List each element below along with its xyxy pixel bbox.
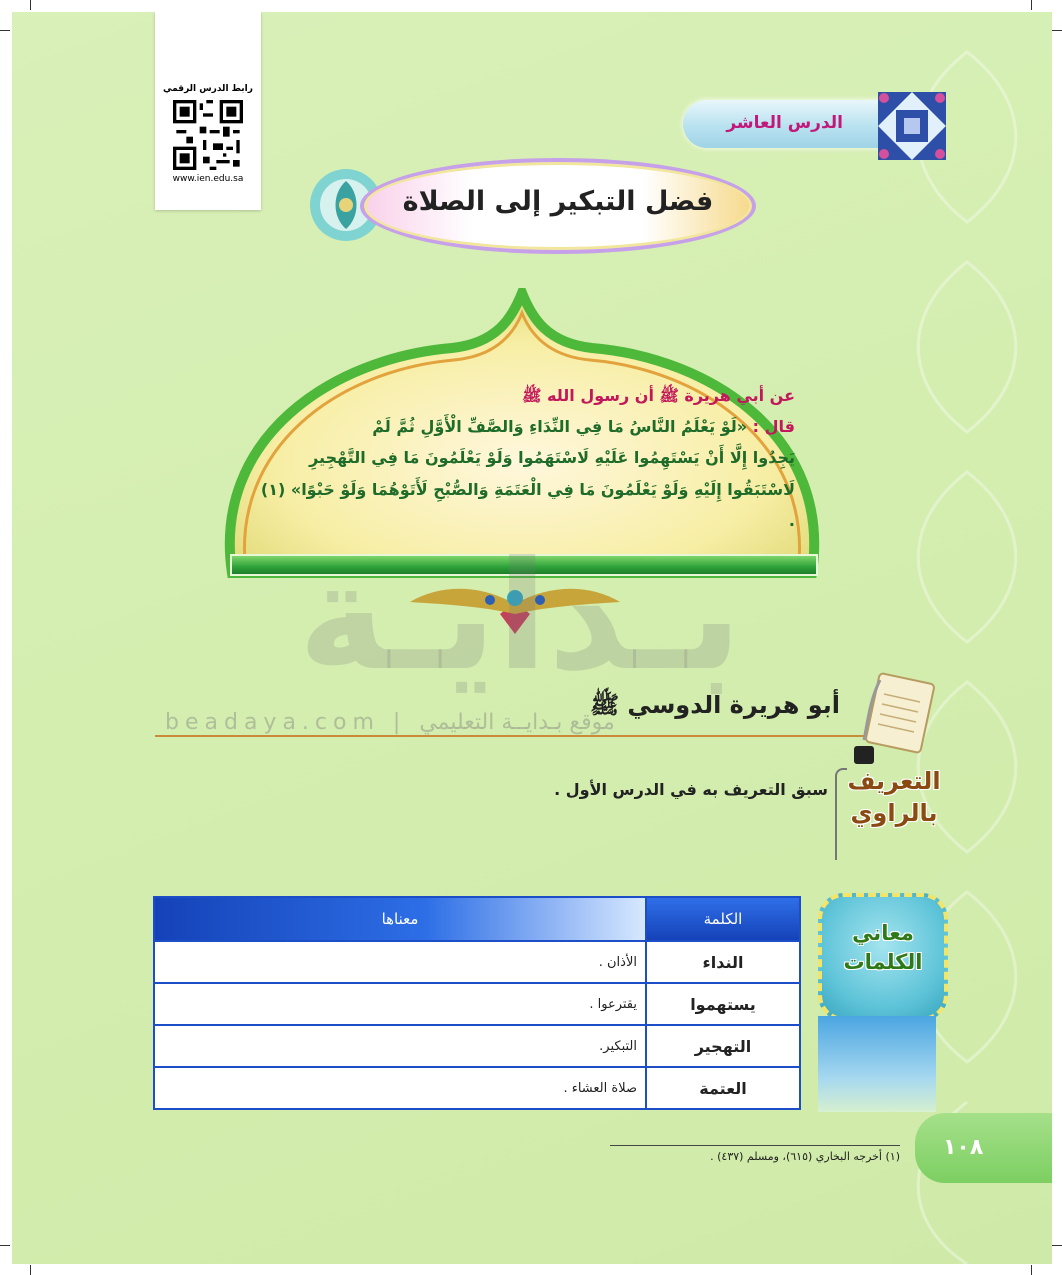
table-row: [154, 941, 800, 983]
column-header-meaning: معناها: [154, 897, 646, 941]
crop-mark: [1052, 1245, 1062, 1246]
vocab-word: النداء: [646, 941, 800, 983]
qr-title: رابط الدرس الرقمي: [163, 84, 253, 94]
watermark-logo: بـدايـة: [297, 530, 743, 704]
textbook-page: [12, 12, 1052, 1264]
crop-mark: [0, 1245, 10, 1246]
hadith-line-2: يَجِدُوا إِلَّا أَنْ يَسْتَهِمُوا عَلَيْهِ لَاسْتَهَمُوا وَلَوْ يَعْلَمُونَ مَا فِي التَّهْجِيرِ: [309, 448, 795, 468]
lesson-label: الدرس العاشر: [726, 113, 843, 133]
narrator-heading: [842, 765, 946, 853]
vocab-word: يستهموا: [646, 983, 800, 1025]
vocab-meaning: يقترعوا .: [154, 983, 646, 1025]
hadith-intro: عن أبي هريرة ﷺ أن رسول الله ﷺ: [522, 386, 795, 405]
lesson-title-banner: [360, 158, 756, 254]
meanings-heading-line1: معاني: [852, 921, 914, 945]
crop-mark: [1052, 30, 1062, 31]
hadith-line-1: [250, 411, 795, 442]
crop-mark: [30, 1265, 31, 1275]
footnote: (١) أخرجه البخاري (٦١٥)، ومسلم (٤٣٧) .: [710, 1150, 900, 1163]
page-number-tab: [915, 1113, 1052, 1183]
meanings-heading-line2: الكلمات: [843, 950, 923, 975]
qr-url[interactable]: www.ien.edu.sa: [172, 174, 244, 184]
crop-mark: [1031, 1265, 1032, 1275]
crop-mark: [1031, 0, 1032, 10]
crop-mark: [0, 30, 10, 31]
table-row: [154, 983, 800, 1025]
vocab-meaning: الأذان .: [154, 941, 646, 983]
companion-name: أبو هريرة الدوسي ﷺ: [590, 691, 840, 719]
word-meanings-badge: [818, 893, 948, 1021]
footnote-separator: [610, 1145, 900, 1146]
vocab-meaning: التبكير.: [154, 1025, 646, 1067]
scroll-and-ink-icon: [850, 670, 940, 770]
vocabulary-table: [153, 896, 801, 1110]
vocab-meaning: صلاة العشاء .: [154, 1067, 646, 1109]
decorative-blue-panel: [818, 1016, 936, 1112]
hadith-text: [250, 380, 795, 536]
crop-mark: [30, 0, 31, 10]
table-row: [154, 1025, 800, 1067]
vocab-word: العتمة: [646, 1067, 800, 1109]
table-row: [154, 1067, 800, 1109]
qr-code-icon[interactable]: [173, 100, 243, 170]
companion-underline: [155, 735, 875, 737]
narrator-heading-line2: بالراوي: [850, 799, 938, 828]
islamic-knot-icon: [870, 84, 954, 168]
qr-card: [155, 12, 261, 210]
narrator-heading-line1: التعريف: [847, 767, 941, 795]
column-header-word: الكلمة: [646, 897, 800, 941]
hadith-qal: قال :: [752, 417, 795, 437]
hadith-line-3: لَاسْتَبَقُوا إِلَيْهِ وَلَوْ يَعْلَمُونَ مَا فِي الْعَتَمَةِ وَالصُّبْحِ لَأَتَوْهُمَا وَلَوْ حَبْوًا» (١) .: [260, 479, 795, 530]
narrator-text: سبق التعريف به في الدرس الأول .: [554, 780, 828, 799]
lesson-label-banner: [683, 100, 893, 148]
page-number: ١٠٨: [943, 1135, 984, 1160]
lesson-title: فضل التبكير إلى الصلاة: [402, 186, 714, 217]
table-header-row: [154, 897, 800, 941]
hadith-line1-text: «لَوْ يَعْلَمُ النَّاسُ مَا فِي النِّدَاءِ وَالصَّفِّ الْأَوَّلِ ثُمَّ لَمْ: [372, 417, 748, 437]
watermark-url: beadaya.com | موقع بـدايــة التعليمي: [165, 710, 615, 735]
vocab-word: التهجير: [646, 1025, 800, 1067]
